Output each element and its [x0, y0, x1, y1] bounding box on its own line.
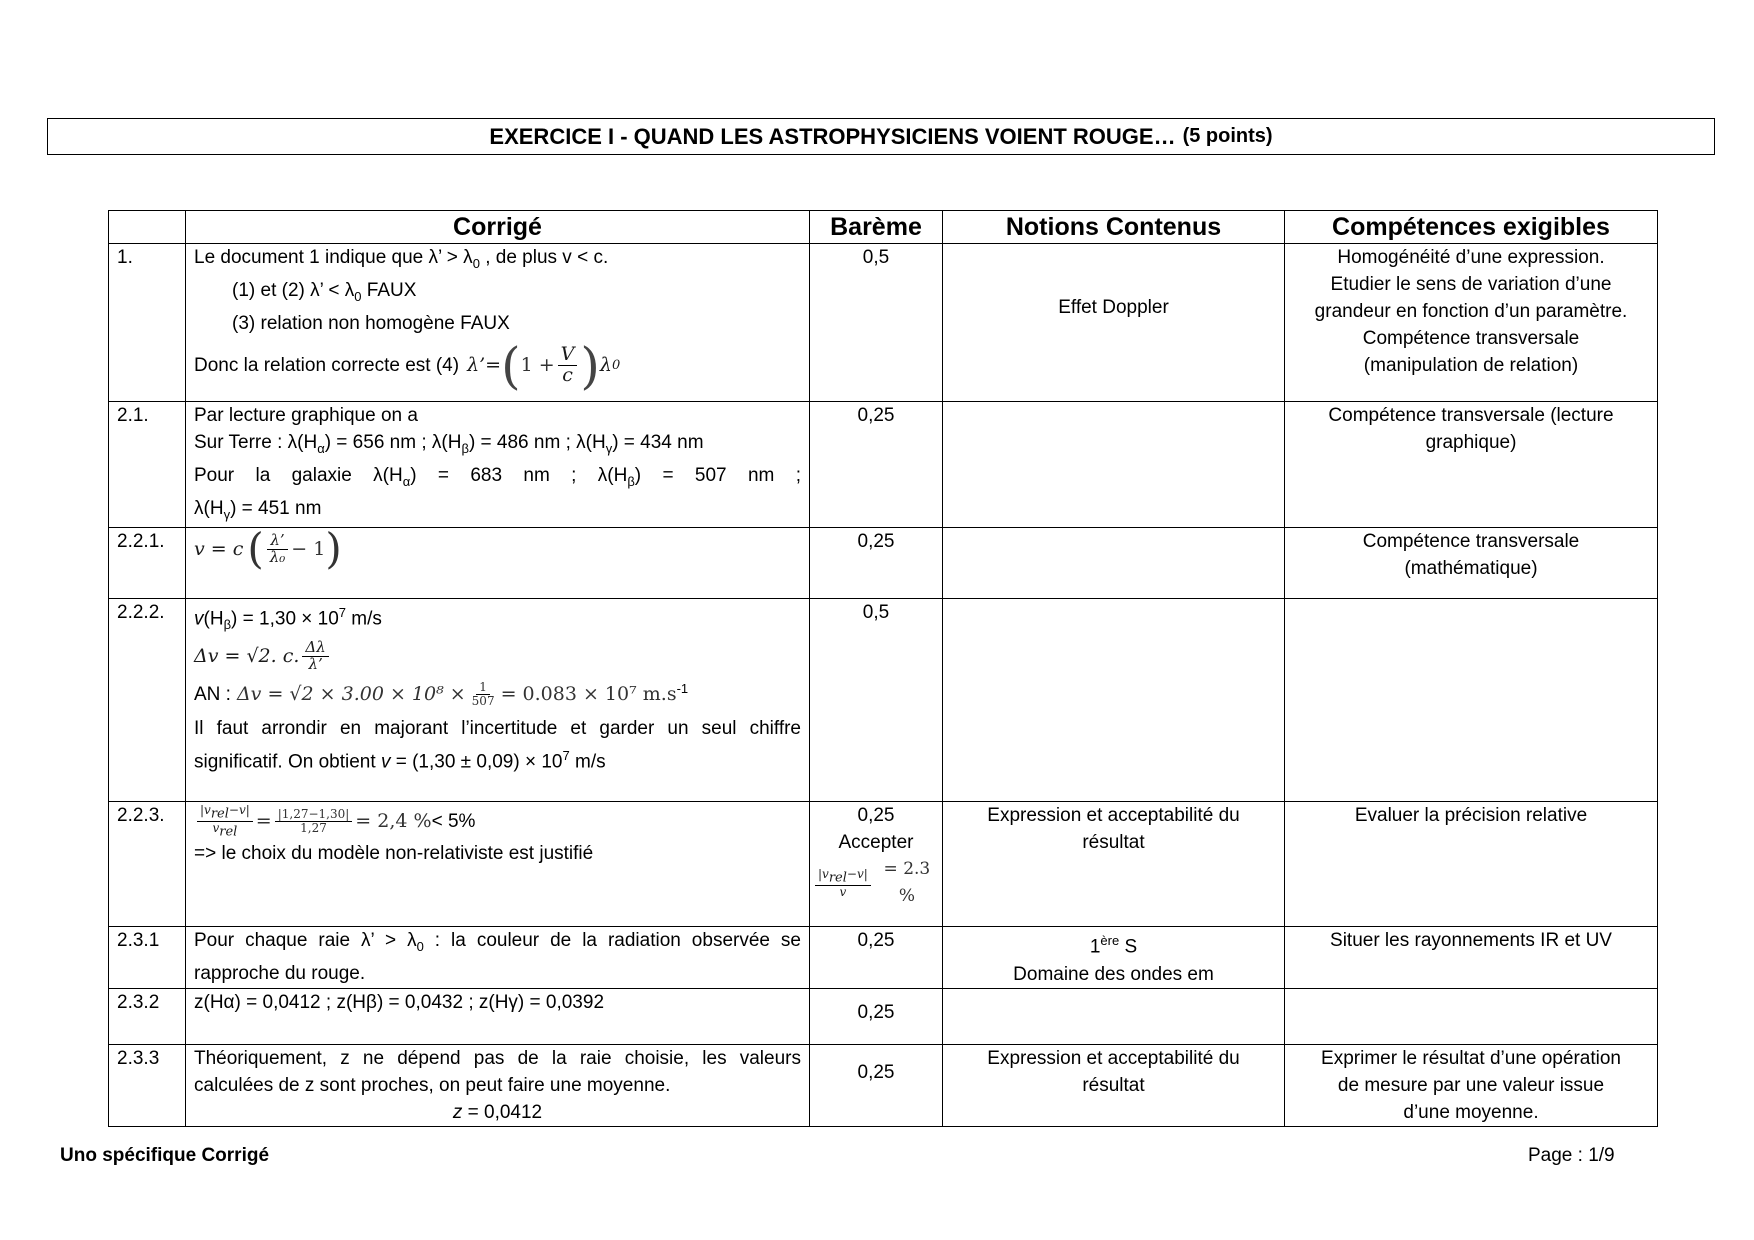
- notions-cell: [943, 599, 1285, 802]
- velocity-formula: v = c ( $\frac{\lambda’}{\text{λ₀}}$ − 1 ): [194, 524, 342, 574]
- question-number: 2.3.1: [109, 927, 186, 988]
- question-number: 2.2.3.: [109, 802, 186, 927]
- competences-cell: Situer les rayonnements IR et UV: [1285, 927, 1658, 988]
- notions-cell: Expression et acceptabilité du résultat: [943, 802, 1285, 927]
- answer-cell: [186, 244, 810, 402]
- correction-table: [108, 210, 1658, 1127]
- answer-line: Pour la galaxie $\lambda(H_\alpha) = 683$ nm ; $\lambda(H_\beta) = 507$ nm ;: [194, 464, 801, 489]
- table-row: [109, 244, 1658, 402]
- uncertainty-formula: Δv = √2. c. $\frac{\Delta\lambda}{\lambda’}$: [194, 639, 801, 675]
- table-row: [109, 1044, 1658, 1126]
- exercise-title-text: EXERCICE I - QUAND LES ASTROPHYSICIENS VOIENT ROUGE…: [489, 123, 1176, 149]
- notions-cell: Effet Doppler: [943, 244, 1285, 402]
- answer-line: Le document 1 indique que λ’ > $\lambda_0$ , de plus v < c.: [194, 247, 609, 271]
- competences-cell: Compétence transversale (mathématique): [1285, 528, 1658, 599]
- answer-line: (3) relation non homogène FAUX: [232, 312, 510, 334]
- answer-line: Il faut arrondir en majorant l’incertitude et garder un seul chiffre: [194, 717, 801, 739]
- question-number: 2.1.: [109, 402, 186, 528]
- notions-cell: [943, 402, 1285, 528]
- notions-cell: Expression et acceptabilité du résultat: [943, 1044, 1285, 1126]
- answer-cell: [186, 1044, 810, 1126]
- question-number: 1.: [109, 244, 186, 402]
- answer-line: Sur Terre : $\lambda(H_\alpha) = 656$ nm ; $\lambda(H_\beta) = 486$ nm ; $\lambda(H_\gamma) = 434$ nm: [194, 432, 704, 456]
- header-notions: Notions Contenus: [943, 211, 1285, 244]
- exercise-points: (5 points): [1182, 125, 1273, 147]
- answer-line: => le choix du modèle non-relativiste est justifié: [194, 843, 594, 865]
- answer-cell: [186, 402, 810, 528]
- notions-cell: [943, 988, 1285, 1044]
- answer-cell: [186, 599, 810, 802]
- answer-cell: [186, 927, 810, 988]
- bareme-cell: 0,25: [810, 988, 943, 1044]
- answer-cell: [186, 524, 810, 599]
- table-row: [109, 599, 1658, 802]
- table-row: [109, 528, 1658, 599]
- header-corrige: Corrigé: [186, 211, 810, 244]
- footer-document-name: Uno spécifique Corrigé: [60, 1145, 270, 1166]
- bareme-cell: 0,25: [810, 528, 943, 599]
- answer-line: z = 0,0412: [452, 1101, 543, 1123]
- answer-line: $v(H_\beta) = 1,30 \times 10^7$ m/s: [194, 605, 382, 633]
- answer-line: Donc la relation correcte est (4) λ’= ( 1 + $\frac{V}{c}$ ) λ 0: [194, 336, 621, 395]
- answer-line: calculées de z sont proches, on peut faire une moyenne.: [194, 1074, 671, 1096]
- bareme-cell: 0,5: [810, 599, 943, 802]
- competences-cell: Homogénéité d’une expression. Etudier le sens de variation d’une grandeur en fonction d’un paramètre. Compétence transversale (manipulation de relation): [1285, 244, 1658, 402]
- competences-cell: Exprimer le résultat d’une opération de mesure par une valeur issue d’une moyenne.: [1285, 1044, 1658, 1126]
- competences-cell: Evaluer la précision relative: [1285, 802, 1658, 927]
- table-row: [109, 402, 1658, 528]
- footer-page-number: Page : 1/9: [1528, 1145, 1615, 1166]
- bareme-cell: 0,25: [810, 1044, 943, 1126]
- answer-line: AN : Δv = √2 × 3.00 × 10⁸ × $\frac{1}{507}$ = 0.083 × 10⁷ m.s $^{-1}$: [194, 680, 689, 709]
- header-bareme: Barème: [810, 211, 943, 244]
- doppler-formula: λ’= ( 1 + $\frac{V}{c}$ ) λ 0: [467, 336, 621, 395]
- header-empty: [109, 211, 186, 244]
- competences-cell: [1285, 599, 1658, 802]
- answer-line: rapproche du rouge.: [194, 963, 366, 985]
- exercise-title: [47, 118, 1715, 155]
- bareme-cell: 0,5: [810, 244, 943, 402]
- question-number: 2.3.3: [109, 1044, 186, 1126]
- header-competences: Compétences exigibles: [1285, 211, 1658, 244]
- bareme-cell: 0,25 Accepter $\frac{|v_{rel}-v|}{v}$ = 2.3 %: [810, 802, 943, 927]
- answer-line: (1) et (2) λ’ < $\lambda_0$ FAUX: [232, 279, 417, 304]
- table-row: [109, 927, 1658, 988]
- answer-cell: z(Hα) = 0,0412 ; z(Hβ) = 0,0432 ; z(Hγ) = 0,0392: [186, 988, 810, 1044]
- notions-cell: 1ère S Domaine des ondes em: [943, 927, 1285, 988]
- answer-line: significatif. On obtient $v = (1,30 \pm 0,09) \times 10^7$ m/s: [194, 747, 606, 772]
- answer-line: Par lecture graphique on a: [194, 405, 418, 426]
- question-number: 2.2.2.: [109, 599, 186, 802]
- table-row: [109, 802, 1658, 927]
- answer-line: Pour chaque raie λ’ > $\lambda_0$ : la couleur de la radiation observée se: [194, 930, 801, 955]
- notions-cell: [943, 528, 1285, 599]
- competences-cell: [1285, 988, 1658, 1044]
- table-row: [109, 988, 1658, 1044]
- question-number: 2.2.1.: [109, 528, 186, 599]
- header-row: [109, 211, 1658, 244]
- bareme-cell: 0,25: [810, 402, 943, 528]
- competences-cell: Compétence transversale (lecture graphique): [1285, 402, 1658, 528]
- question-number: 2.3.2: [109, 988, 186, 1044]
- answer-cell: [186, 802, 810, 927]
- relative-error-formula: $\frac{|v_{rel}-v|}{v_{rel}}$ = $\frac{|1,27-1,30|}{1,27}$ = 2,4 % < 5%: [194, 802, 801, 840]
- answer-line: Théoriquement, z ne dépend pas de la raie choisie, les valeurs: [194, 1047, 801, 1069]
- bareme-cell: 0,25: [810, 927, 943, 988]
- answer-line: $\lambda(H_\gamma) = 451$ nm: [194, 497, 322, 522]
